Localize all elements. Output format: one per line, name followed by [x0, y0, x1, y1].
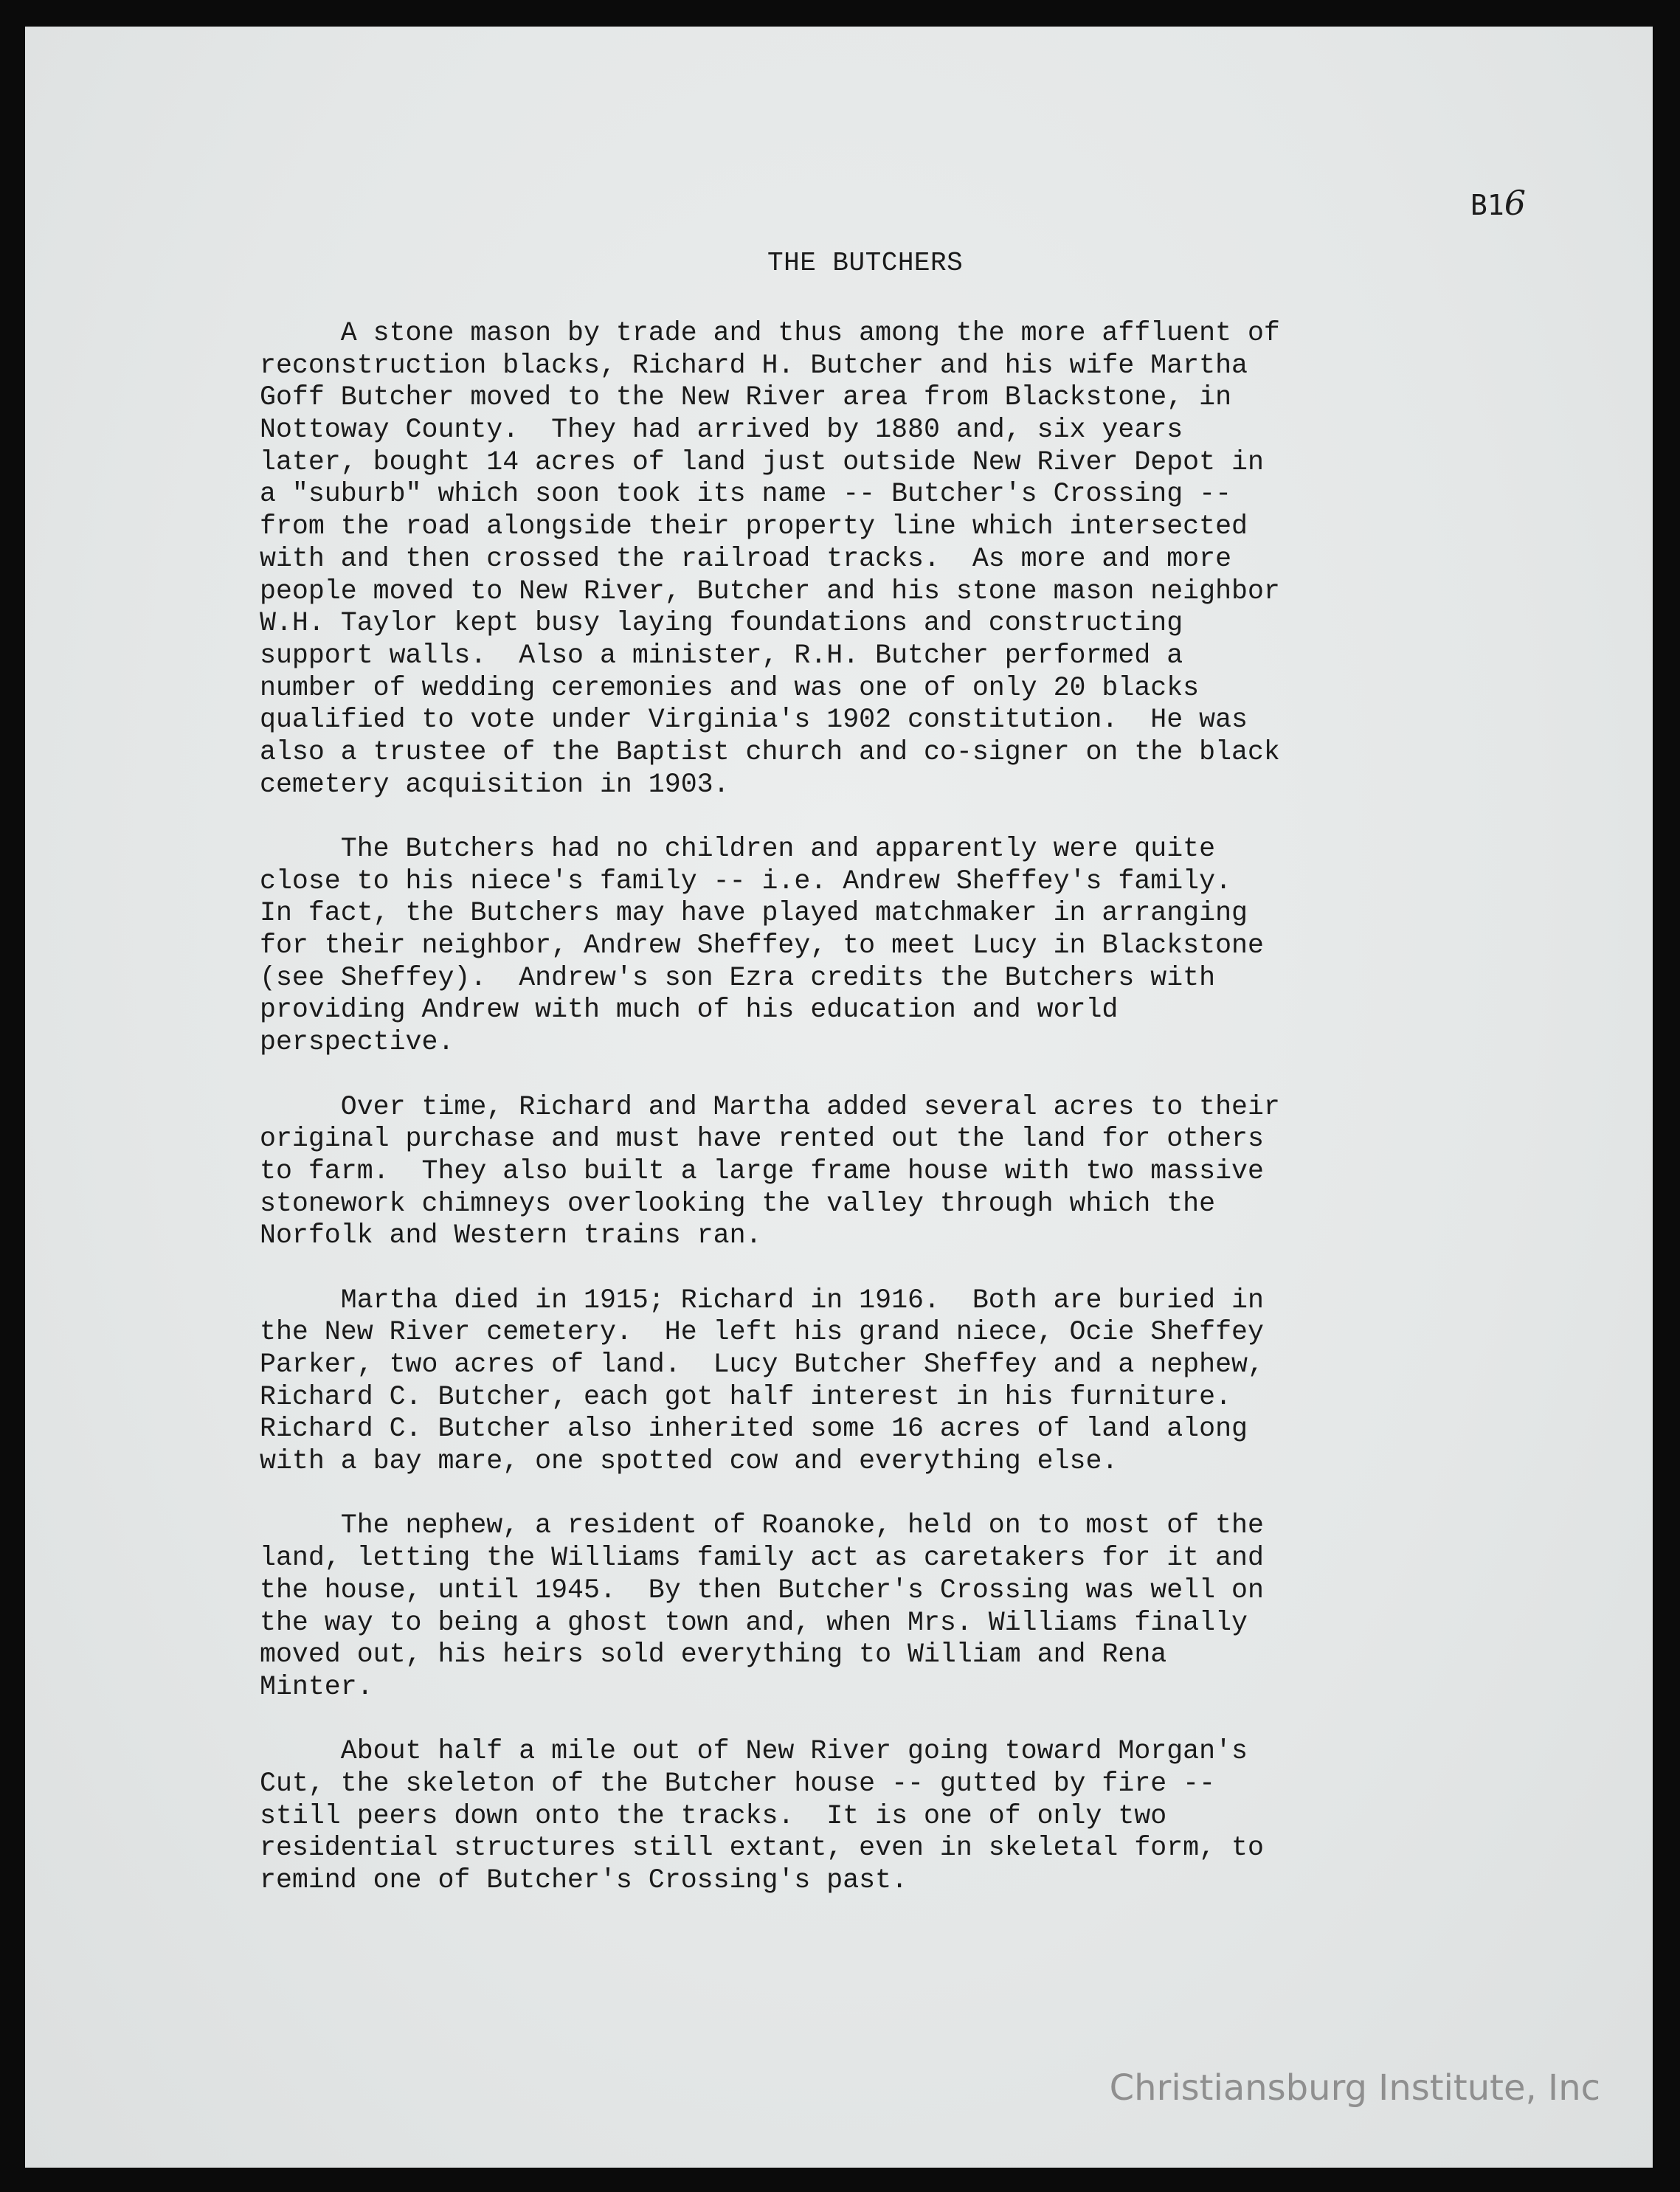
text-line: from the road alongside their property line which intersected — [260, 511, 1248, 542]
text-line: perspective. — [260, 1027, 454, 1058]
text-line: cemetery acquisition in 1903. — [260, 769, 730, 800]
page-number-typed: B1 — [1470, 189, 1504, 221]
paragraph — [260, 1285, 1507, 1478]
text-line: qualified to vote under Virginia's 1902 constitution. He was — [260, 705, 1248, 736]
text-line: support walls. Also a minister, R.H. Butcher performed a — [260, 640, 1183, 671]
text-line: Richard C. Butcher also inherited some 16 acres of land along — [260, 1414, 1248, 1445]
text-line: land, letting the Williams family act as caretakers for it and — [260, 1543, 1264, 1574]
text-line: The nephew, a resident of Roanoke, held on to most of the — [260, 1510, 1264, 1541]
text-line: Martha died in 1915; Richard in 1916. Both are buried in — [260, 1285, 1264, 1315]
text-line: Nottoway County. They had arrived by 1880 and, six years — [260, 415, 1183, 446]
text-line: original purchase and must have rented out the land for others — [260, 1124, 1264, 1155]
text-line: with a bay mare, one spotted cow and everything else. — [260, 1446, 1119, 1477]
text-line: with and then crossed the railroad tracks. As more and more — [260, 543, 1232, 574]
text-line: Goff Butcher moved to the New River area from Blackstone, in — [260, 382, 1232, 413]
text-line: moved out, his heirs sold everything to William and Rena — [260, 1639, 1167, 1670]
text-line: The Butchers had no children and apparently were quite — [260, 834, 1216, 864]
text-line: About half a mile out of New River going toward Morgan's — [260, 1736, 1248, 1767]
text-line: A stone mason by trade and thus among the more affluent of — [260, 318, 1280, 348]
text-line: Parker, two acres of land. Lucy Butcher Sheffey and a nephew, — [260, 1349, 1264, 1380]
text-line: also a trustee of the Baptist church and co-signer on the black — [260, 736, 1280, 767]
document-title: THE BUTCHERS — [767, 248, 964, 278]
text-line: stonework chimneys overlooking the valley through which the — [260, 1188, 1216, 1219]
text-line: reconstruction blacks, Richard H. Butcher and his wife Martha — [260, 350, 1248, 381]
text-line: for their neighbor, Andrew Sheffey, to meet Lucy in Blackstone — [260, 930, 1264, 961]
watermark: Christiansburg Institute, Inc — [1109, 2067, 1600, 2109]
text-line: Cut, the skeleton of the Butcher house -- gutted by fire -- — [260, 1768, 1216, 1799]
paragraph — [260, 317, 1507, 801]
text-line: the New River cemetery. He left his grand niece, Ocie Sheffey — [260, 1317, 1264, 1348]
text-line: Minter. — [260, 1671, 373, 1702]
text-line: to farm. They also built a large frame house with two massive — [260, 1155, 1264, 1186]
paragraph — [260, 1510, 1507, 1703]
paragraph — [260, 1091, 1507, 1252]
paragraph — [260, 833, 1507, 1059]
page-number-handwritten: 6 — [1504, 183, 1527, 223]
text-line: Richard C. Butcher, each got half interest in his furniture. — [260, 1381, 1232, 1412]
text-line: later, bought 14 acres of land just outside New River Depot in — [260, 446, 1264, 477]
text-line: W.H. Taylor kept busy laying foundations and constructing — [260, 608, 1183, 639]
text-line: still peers down onto the tracks. It is one of only two — [260, 1800, 1167, 1831]
text-line: the house, until 1945. By then Butcher's Crossing was well on — [260, 1574, 1264, 1605]
text-line: number of wedding ceremonies and was one of only 20 blacks — [260, 672, 1200, 703]
text-line: providing Andrew with much of his education and world — [260, 995, 1119, 1026]
text-line: In fact, the Butchers may have played matchmaker in arranging — [260, 898, 1248, 929]
text-line: close to his niece's family -- i.e. Andrew Sheffey's family. — [260, 865, 1232, 896]
text-line: residential structures still extant, even in skeletal form, to — [260, 1833, 1264, 1864]
page-number — [1470, 183, 1526, 223]
text-line: the way to being a ghost town and, when Mrs. Williams finally — [260, 1607, 1248, 1638]
text-line: (see Sheffey). Andrew's son Ezra credits the Butchers with — [260, 962, 1216, 993]
text-line: a "suburb" which soon took its name -- Butcher's Crossing -- — [260, 479, 1232, 510]
paragraph — [260, 1735, 1507, 1896]
text-line: remind one of Butcher's Crossing's past. — [260, 1865, 908, 1895]
text-line: people moved to New River, Butcher and his stone mason neighbor — [260, 575, 1280, 606]
document-body — [260, 317, 1507, 1929]
text-line: Over time, Richard and Martha added several acres to their — [260, 1091, 1280, 1122]
text-line: Norfolk and Western trains ran. — [260, 1220, 762, 1251]
